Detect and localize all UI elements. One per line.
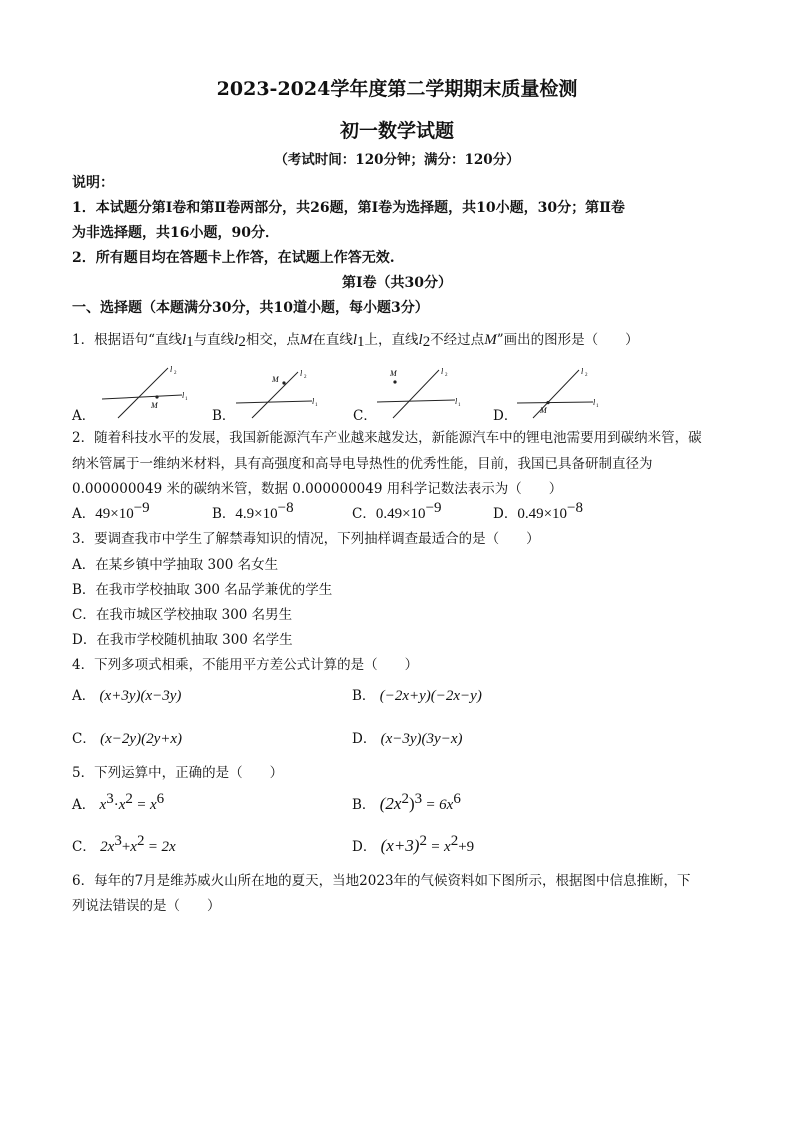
line-l1 bbox=[102, 395, 182, 399]
subject-title: 初一数学试题 bbox=[339, 120, 454, 142]
label-l1-sub: 1 bbox=[596, 404, 599, 409]
q1-option-c-label: C． bbox=[353, 408, 377, 424]
line-l1 bbox=[236, 401, 312, 403]
label-m: M bbox=[151, 401, 158, 410]
q3-option-b: B．在我市学校抽取 300 名品学兼优的学生 bbox=[72, 582, 333, 598]
question-2-line-1: 2．随着科技水平的发展，我国新能源汽车产业越来越发达，新能源汽车中的锂电池需要用到碳纳米管，碳 bbox=[72, 430, 702, 446]
line-l1 bbox=[517, 402, 593, 403]
instructions-heading: 说明： bbox=[72, 175, 114, 191]
q2-option-c: C．$0.49\times 10^{-9}$ bbox=[352, 500, 442, 522]
q4-option-b: B． (−2x+y)(−2x−y) bbox=[352, 688, 482, 704]
q5-option-d: D． $(x+3)^2 = x^2+9$ bbox=[352, 833, 475, 855]
q1-option-a-label: A． bbox=[72, 408, 96, 424]
label-l2-sub: 2 bbox=[304, 375, 307, 380]
label-m: M bbox=[272, 375, 279, 384]
q3-option-a: A．在某乡镇中学抽取 300 名女生 bbox=[72, 557, 279, 573]
exam-info: （考试时间：120分钟；满分：120分） bbox=[274, 152, 520, 168]
q1-figure-a bbox=[98, 362, 198, 420]
instruction-1-line-1: 1．本试题分第Ⅰ卷和第Ⅱ卷两部分，共26题，第Ⅰ卷为选择题，共10小题，30分；第Ⅱ卷 bbox=[72, 200, 625, 216]
question-5-stem: 5．下列运算中，正确的是（ ） bbox=[72, 765, 284, 781]
q1-figure-c bbox=[373, 362, 473, 420]
q1-option-d-label: D． bbox=[493, 408, 518, 424]
label-l1-sub: 1 bbox=[315, 403, 318, 408]
label-l1: l bbox=[312, 397, 315, 406]
label-m: M bbox=[390, 369, 397, 378]
q3-option-d: D．在我市学校随机抽取 300 名学生 bbox=[72, 632, 293, 648]
q3-option-c: C．在我市城区学校抽取 300 名男生 bbox=[72, 607, 293, 623]
question-4-stem: 4．下列多项式相乘，不能用平方差公式计算的是（ ） bbox=[72, 657, 419, 673]
line-l1 bbox=[377, 400, 455, 402]
q2-option-d: D．$0.49\times 10^{-8}$ bbox=[493, 500, 584, 522]
q4-option-d: D． (x−3y)(3y−x) bbox=[352, 731, 463, 747]
q5-option-a: A． $x^3\cdot x^2 = x^6$ bbox=[72, 791, 165, 813]
label-m: M bbox=[540, 406, 547, 415]
q1-figure-d bbox=[513, 362, 613, 420]
question-2-line-2: 纳米管属于一维纳米材料，具有高强度和高导电导热性的优秀性能，目前，我国已具备研制直径为 bbox=[72, 456, 653, 472]
label-l2: l bbox=[300, 369, 303, 378]
question-6-line-1: 6．每年的7月是维苏威火山所在地的夏天，当地2023年的气候资料如下图所示，根据图中信息推断，下 bbox=[72, 873, 691, 889]
question-1-stem: 1．根据语句“直线$l_1$与直线$l_2$相交，点M在直线$l_1$上，直线$l_2$不经过点M”画出的图形是（ ） bbox=[72, 332, 639, 350]
label-l1: l bbox=[593, 398, 596, 407]
instruction-2: 2．所有题目均在答题卡上作答，在试题上作答无效. bbox=[72, 250, 395, 266]
q5-option-b: B． $(2x^2)^3 = 6x^6$ bbox=[352, 791, 461, 813]
q5-option-c: C． $2x^3+x^2 = 2x$ bbox=[72, 833, 176, 855]
point-m bbox=[393, 380, 396, 383]
section-heading: 一、选择题（本题满分30分，共10道小题，每小题3分） bbox=[72, 300, 429, 316]
point-m bbox=[155, 395, 158, 398]
q4-option-a: A． (x+3y)(x−3y) bbox=[72, 688, 182, 704]
question-6-line-2: 列说法错误的是（ ） bbox=[72, 898, 221, 914]
label-l2: l bbox=[170, 365, 173, 374]
line-l2 bbox=[118, 368, 168, 418]
line-l2 bbox=[393, 370, 439, 418]
q4-option-c: C． (x−2y)(2y+x) bbox=[72, 731, 182, 747]
q1-option-b-label: B． bbox=[212, 408, 236, 424]
label-l2-sub: 2 bbox=[174, 371, 177, 376]
label-l1: l bbox=[182, 391, 185, 400]
exam-title: 2023-2024学年度第二学期期末质量检测 bbox=[216, 78, 578, 100]
question-2-line-3: 0.000000049 米的碳纳米管，数据 0.000000049 用科学记数法表示为（ ） bbox=[72, 481, 563, 497]
point-m bbox=[546, 401, 549, 404]
question-3-stem: 3．要调查我市中学生了解禁毒知识的情况，下列抽样调查最适合的是（ ） bbox=[72, 531, 540, 547]
q2-option-a: A．$49\times 10^{-9}$ bbox=[72, 500, 150, 522]
label-l1-sub: 1 bbox=[458, 403, 461, 408]
instruction-1-line-2: 为非选择题，共16小题，90分． bbox=[72, 225, 279, 241]
point-m bbox=[282, 381, 285, 384]
q1-figure-b bbox=[232, 362, 332, 420]
label-l1: l bbox=[455, 397, 458, 406]
q2-option-b: B．$4.9\times 10^{-8}$ bbox=[212, 500, 294, 522]
label-l2-sub: 2 bbox=[585, 373, 588, 378]
label-l2: l bbox=[441, 367, 444, 376]
label-l2: l bbox=[581, 367, 584, 376]
label-l2-sub: 2 bbox=[445, 373, 448, 378]
part1-heading: 第Ⅰ卷（共30分） bbox=[341, 275, 453, 291]
label-l1-sub: 1 bbox=[185, 397, 188, 402]
